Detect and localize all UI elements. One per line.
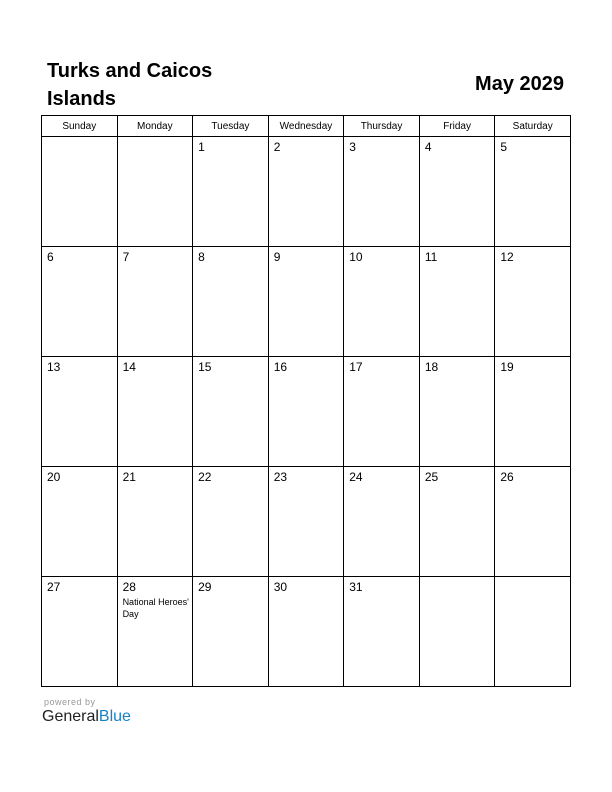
day-number: 4 [424,140,432,154]
day-cell [419,467,495,577]
day-number: 10 [349,250,363,264]
day-cell [419,357,495,467]
week-row [42,357,571,467]
day-number: 17 [349,360,363,374]
day-number: 25 [424,470,439,484]
calendar-grid [41,115,571,687]
day-cell [193,137,269,247]
day-number: 30 [273,580,288,594]
day-cell [117,577,193,687]
day-number: 6 [47,250,54,264]
weekday-header-row [42,116,571,137]
day-number: 9 [273,250,281,264]
day-number: 16 [273,360,288,374]
day-cell [495,137,571,247]
day-number: 13 [47,360,61,374]
weekday-monday: Monday [117,116,193,137]
day-number: 3 [349,140,356,154]
day-cell [117,247,193,357]
weekday-sunday: Sunday [42,116,118,137]
day-cell [495,247,571,357]
weekday-tuesday: Tuesday [193,116,269,137]
day-cell [419,247,495,357]
day-cell [344,577,420,687]
weekday-wednesday: Wednesday [268,116,344,137]
day-cell [42,247,118,357]
brand-logo[interactable] [42,708,131,726]
day-cell [268,577,344,687]
day-number: 14 [122,360,136,374]
calendar-body [42,137,571,687]
day-cell [495,577,571,687]
day-cell [268,467,344,577]
weekday-thursday: Thursday [344,116,420,137]
day-cell [344,137,420,247]
day-number [118,137,193,140]
day-number: 23 [273,470,288,484]
day-cell [419,577,495,687]
day-number: 21 [122,470,136,484]
day-cell [42,137,118,247]
day-number: 11 [424,250,438,264]
country-title: Turks and Caicos Islands [47,60,213,110]
powered-by-label: powered by [44,697,96,707]
day-cell [193,577,269,687]
day-cell [42,577,118,687]
day-cell [117,467,193,577]
day-cell [495,357,571,467]
day-cell [344,357,420,467]
day-cell [268,357,344,467]
day-cell [419,137,495,247]
day-cell [117,137,193,247]
day-number: 12 [500,250,514,264]
brand-general-text: General [42,708,99,725]
day-cell [193,357,269,467]
week-row [42,577,571,687]
day-cell [117,357,193,467]
day-number: 18 [424,360,439,374]
day-cell [42,467,118,577]
day-number: 28 [122,580,136,594]
day-cell [344,467,420,577]
day-number: 8 [198,250,205,264]
day-cell [193,467,269,577]
day-cell [42,357,118,467]
brand-blue-text: Blue [98,708,131,725]
day-number: 22 [198,470,212,484]
weekday-saturday: Saturday [495,116,571,137]
day-cell [495,467,571,577]
day-number: 1 [198,140,205,154]
week-row [42,137,571,247]
day-number [420,577,495,580]
day-cell [268,137,344,247]
holiday-label: National Heroes' Day [122,597,189,619]
day-number: 5 [500,140,508,154]
week-row [42,467,571,577]
day-cell [344,247,420,357]
day-number: 29 [198,580,212,594]
day-number: 7 [122,250,130,264]
day-number [495,577,570,580]
day-number: 2 [273,140,281,154]
day-number [42,137,117,140]
week-row [42,247,571,357]
day-number: 24 [349,470,363,484]
day-number: 31 [349,580,363,594]
day-number: 15 [198,360,212,374]
day-number: 20 [47,470,61,484]
day-cell [268,247,344,357]
day-number: 19 [500,360,514,374]
day-cell [193,247,269,357]
day-number: 26 [500,470,514,484]
month-year-title: May 2029 [475,73,564,95]
day-number: 27 [47,580,61,594]
weekday-friday: Friday [419,116,495,137]
